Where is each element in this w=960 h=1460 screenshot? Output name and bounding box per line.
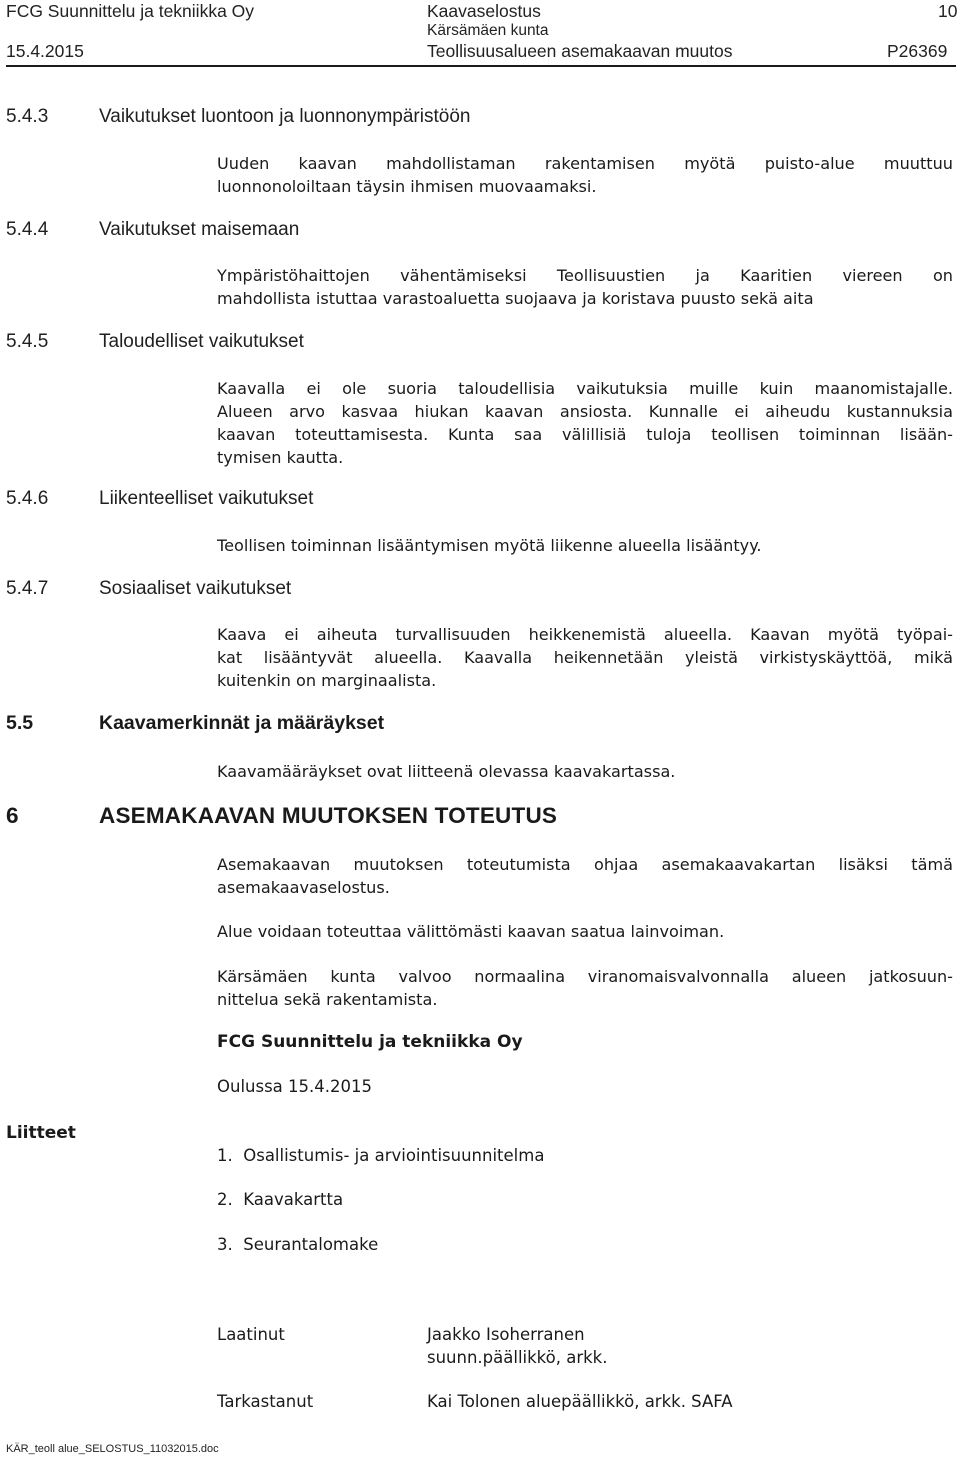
header-project-code: P26369 [887,41,948,61]
attachments-label: Liitteet [6,1123,76,1143]
text-line: kuitenkin on marginaalista. [217,671,437,690]
section-title-544: Vaikutukset maisemaan [99,219,300,240]
prepared-title: suunn.päällikkö, arkk. [427,1348,608,1367]
section-number-544: 5.4.4 [6,219,49,240]
text-line: Alue voidaan toteuttaa välittömästi kaavan saatua lainvoiman. [217,922,725,941]
paragraph-landscape [217,264,953,310]
header-municipality: Kärsämäen kunta [427,22,549,39]
paragraph-implementation-3 [217,965,953,1011]
text-line: Kaavalla ei ole suoria taloudellisia vaikutuksia muille kuin maanomistajalle. [217,379,953,398]
text-line: Kaava ei aiheuta turvallisuuden heikkenemistä alueella. Kaavan myötä työpai- [217,625,953,644]
attachment-item: 3. Seurantalomake [217,1235,379,1254]
header-company: FCG Suunnittelu ja tekniikka Oy [6,1,255,21]
attachment-item: 2. Kaavakartta [217,1190,344,1209]
text-line: Ympäristöhaittojen vähentämiseksi Teollisuustien ja Kaaritien viereen on [217,266,953,285]
header-rule [6,65,956,67]
section-title-545: Taloudelliset vaikutukset [99,331,304,352]
header-doc-type: Kaavaselostus [427,1,541,21]
section-number-55: 5.5 [6,712,34,734]
chapter-title-6: ASEMAKAAVAN MUUTOKSEN TOTEUTUS [99,803,558,828]
paragraph-social [217,623,953,692]
paragraph-regulations [217,760,953,783]
attachment-item: 1. Osallistumis- ja arviointisuunnitelma [217,1146,545,1165]
text-line: asemakaavaselostus. [217,878,390,897]
prepared-label: Laatinut [217,1325,285,1344]
chapter-number-6: 6 [6,803,19,828]
header-page-number: 10 [938,1,958,21]
paragraph-nature [217,152,953,198]
header-date: 15.4.2015 [6,41,84,61]
text-line: Uuden kaavan mahdollistaman rakentamisen myötä puisto-alue muuttuu [217,154,953,173]
text-line: kat lisääntyvät alueella. Kaavalla heikennetään yleistä virkistyskäyttöä, mikä [217,648,953,667]
signature-company: FCG Suunnittelu ja tekniikka Oy [217,1032,523,1052]
prepared-name: Jaakko Isoherranen [427,1325,585,1344]
text-line: Teollisen toiminnan lisääntymisen myötä liikenne alueella lisääntyy. [217,536,762,555]
checked-name: Kai Tolonen aluepäällikkö, arkk. SAFA [427,1392,733,1411]
text-line: Kärsämäen kunta valvoo normaalina viranomaisvalvonnalla alueen jatkosuun- [217,967,953,986]
text-line: Asemakaavan muutoksen toteutumista ohjaa asemakaavakartan lisäksi tämä [217,855,953,874]
section-title-547: Sosiaaliset vaikutukset [99,578,292,599]
section-title-546: Liikenteelliset vaikutukset [99,488,314,509]
section-number-546: 5.4.6 [6,488,49,509]
section-title-55: Kaavamerkinnät ja määräykset [99,712,385,734]
paragraph-implementation-1 [217,853,953,899]
section-number-543: 5.4.3 [6,106,49,127]
paragraph-implementation-2 [217,920,953,943]
text-line: luonnonoloiltaan täysin ihmisen muovaamaksi. [217,177,597,196]
section-number-545: 5.4.5 [6,331,49,352]
text-line: tymisen kautta. [217,448,344,467]
text-line: nittelua sekä rakentamista. [217,990,438,1009]
header-project: Teollisuusalueen asemakaavan muutos [427,41,733,61]
checked-label: Tarkastanut [217,1392,314,1411]
text-line: mahdollista istuttaa varastoaluetta suojaava ja koristava puusto sekä aita [217,289,814,308]
footer-filename: KÄR_teoll alue_SELOSTUS_11032015.doc [6,1443,219,1455]
section-title-543: Vaikutukset luontoon ja luonnonympäristöön [99,106,471,127]
signature-place-date: Oulussa 15.4.2015 [217,1077,373,1096]
text-line: Kaavamääräykset ovat liitteenä olevassa kaavakartassa. [217,762,676,781]
section-number-547: 5.4.7 [6,578,49,599]
text-line: kaavan toteuttamisesta. Kunta saa välillisiä tuloja teollisen toiminnan lisään- [217,425,953,444]
paragraph-economic [217,377,953,469]
text-line: Alueen arvo kasvaa hiukan kaavan ansiosta. Kunnalle ei aiheudu kustannuksia [217,402,953,421]
paragraph-traffic [217,534,953,557]
